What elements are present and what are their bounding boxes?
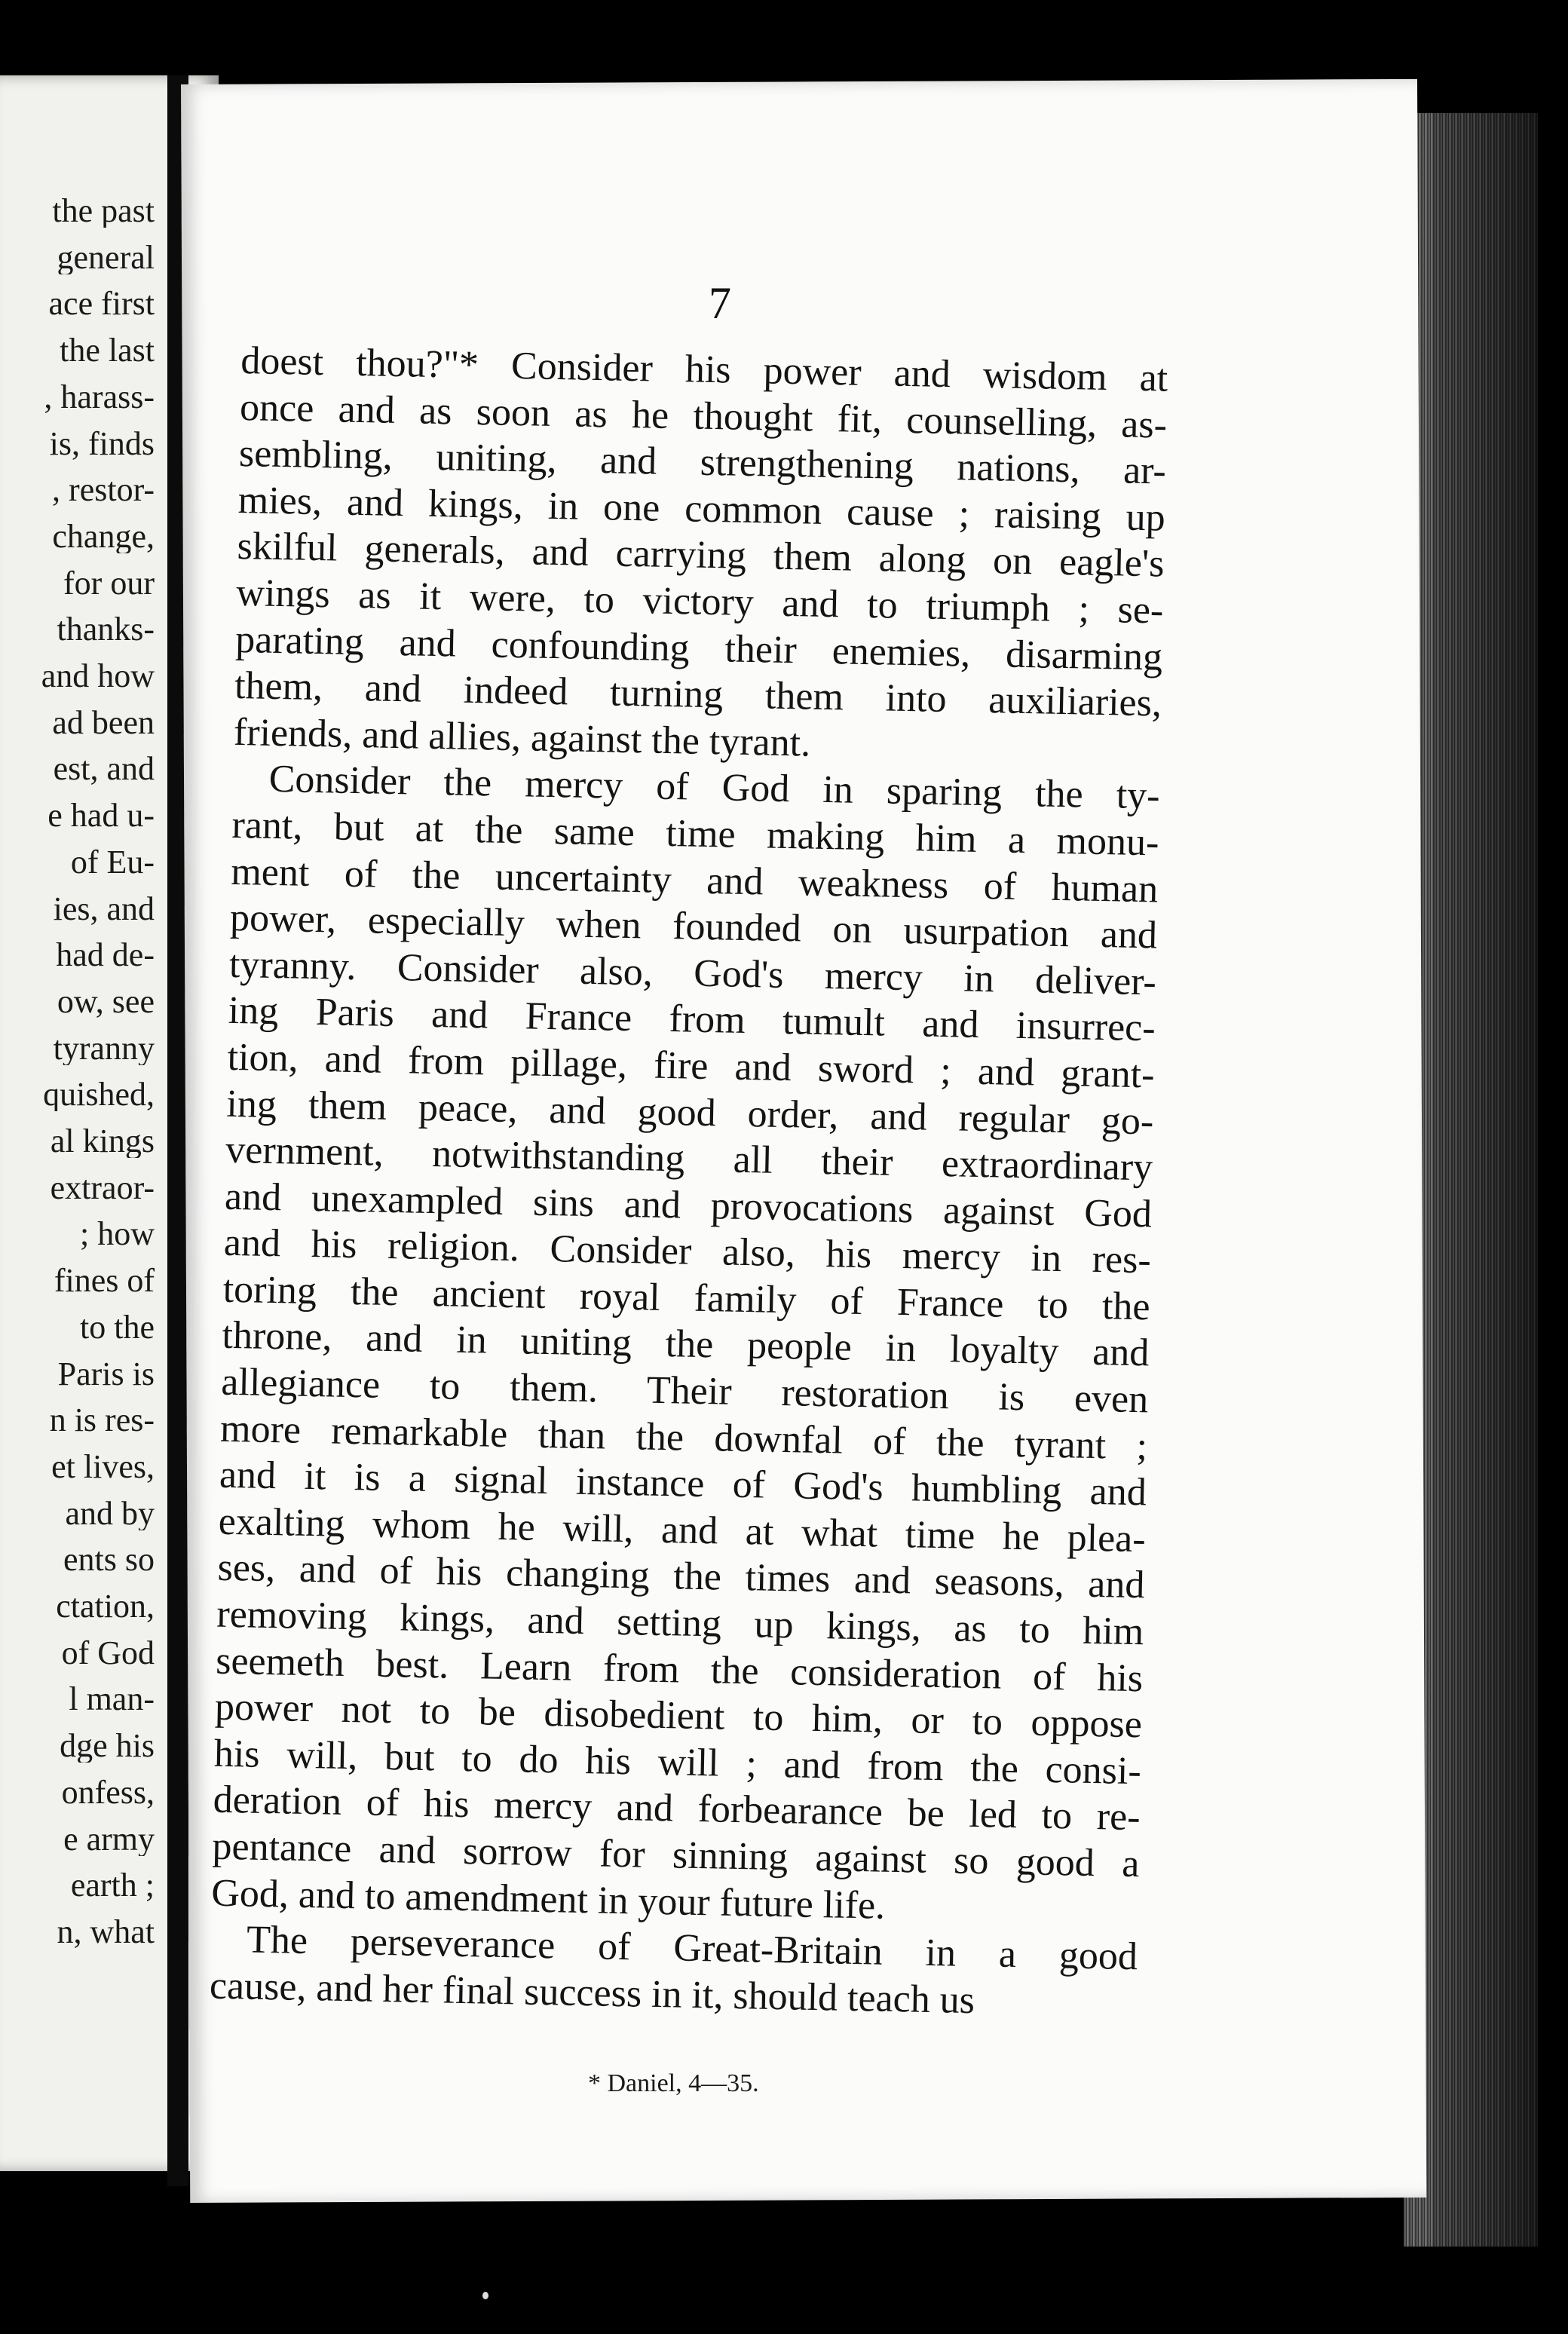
left-page-line: of God: [61, 1636, 155, 1670]
left-page-line: dge his: [60, 1729, 155, 1763]
text-line: tion, and from pillage, fire and sword ; and grant-: [227, 1035, 1155, 1097]
page-number: 7: [709, 278, 731, 328]
text-line: skilful generals, and carrying them along on eagle's: [237, 525, 1165, 586]
left-page-line: had de-: [56, 939, 155, 972]
text-line: ing them peace, and good order, and regular go-: [225, 1082, 1154, 1143]
left-page-line: and by: [65, 1496, 155, 1530]
text-line: cause, and her final success in it, should teach us: [209, 1964, 975, 2022]
left-page-line: n is res-: [49, 1404, 155, 1438]
left-page-line: tyranny: [53, 1031, 155, 1065]
text-line: wings as it were, to victory and to triumph ; se-: [235, 571, 1164, 633]
text-line: tyranny. Consider also, God's mercy in deliver-: [228, 942, 1157, 1004]
text-line: mies, and kings, in one common cause ; raising up: [237, 478, 1166, 540]
left-page-line: ad been: [52, 706, 155, 740]
text-line: seemeth best. Learn from the consideration of his: [215, 1639, 1144, 1700]
left-page-line: ; how: [80, 1218, 155, 1251]
text-line: power not to be disobedient to him, or to oppose: [214, 1685, 1143, 1747]
text-line: doest thou?"* Consider his power and wisdom at: [240, 338, 1168, 400]
text-line: deration of his mercy and forbearance be led to re-: [213, 1778, 1141, 1839]
text-line: sembling, uniting, and strengthening nations, ar-: [238, 432, 1167, 493]
left-page-line: ies, and: [53, 892, 155, 926]
text-line: ing Paris and France from tumult and insurrec-: [228, 989, 1156, 1050]
left-page-line: , restor-: [52, 473, 155, 507]
left-page-line: ace first: [48, 287, 155, 321]
text-line: them, and indeed turning them into auxiliaries,: [234, 664, 1162, 725]
left-page-line: n, what: [57, 1915, 155, 1949]
page-body-text: [209, 338, 1168, 2027]
left-page-line: l man-: [69, 1683, 155, 1717]
text-line: and it is a signal instance of God's humbling and: [219, 1453, 1147, 1515]
text-line: throne, and in uniting the people in loyalty and: [222, 1314, 1150, 1375]
left-page-line: and how: [41, 660, 155, 693]
text-line: his will, but to do his will ; and from the consi-: [213, 1732, 1142, 1793]
left-page-line: general: [57, 240, 155, 274]
left-page-line: of Eu-: [70, 845, 155, 879]
left-page-line: ow, see: [57, 985, 155, 1018]
left-page-line: earth ;: [70, 1869, 155, 1903]
left-page-line: et lives,: [51, 1450, 155, 1484]
text-line: God, and to amendment in your future life.: [210, 1871, 886, 1928]
text-line: pentance and sorrow for sinning against so good a: [212, 1824, 1140, 1886]
footnote: * Daniel, 4—35.: [588, 2069, 759, 2097]
fore-edge-shadow: [1432, 113, 1568, 2247]
left-page-line: e had u-: [47, 799, 155, 833]
text-line: exalting whom he will, and at what time he plea-: [218, 1499, 1147, 1561]
left-page-line: fines of: [54, 1264, 155, 1298]
left-page-line: is, finds: [49, 427, 155, 461]
text-line: once and as soon as he thought fit, counselling, as-: [239, 385, 1168, 447]
text-line: power, especially when founded on usurpation and: [229, 896, 1158, 957]
left-page-line: thanks-: [57, 613, 155, 647]
left-page-line: quished,: [43, 1078, 155, 1112]
text-line: ses, and of his changing the times and seasons, and: [217, 1546, 1145, 1607]
text-line: ment of the uncertainty and weakness of human: [230, 850, 1159, 911]
left-page-line: for our: [63, 566, 155, 600]
left-page-line: , harass-: [44, 380, 155, 414]
left-page-line: ents so: [63, 1543, 155, 1577]
text-line: The perseverance of Great-Britain in a good: [246, 1918, 1138, 1979]
left-page-line: al kings: [50, 1125, 155, 1158]
left-page-line: e army: [63, 1822, 155, 1856]
left-page-line: Paris is: [57, 1357, 155, 1391]
text-line: and unexampled sins and provocations against God: [224, 1175, 1153, 1236]
left-page-line: change,: [52, 519, 155, 553]
left-page-line: the last: [60, 334, 155, 368]
text-line: rant, but at the same time making him a monu-: [231, 803, 1159, 865]
text-line: friends, and allies, against the tyrant.: [233, 710, 811, 765]
text-line: Consider the mercy of God in sparing the ty-: [268, 758, 1161, 818]
text-line: more remarkable than the downfal of the tyrant ;: [219, 1407, 1148, 1468]
text-line: and his religion. Consider also, his mercy in res-: [223, 1221, 1152, 1282]
text-line: parating and confounding their enemies, disarming: [234, 617, 1163, 679]
left-page-line: ctation,: [56, 1590, 155, 1623]
text-line: vernment, notwithstanding all their extraordinary: [225, 1128, 1153, 1190]
dust-speck: [482, 2292, 488, 2299]
text-line: removing kings, and setting up kings, as to him: [216, 1592, 1144, 1654]
left-page-line: est, and: [53, 752, 155, 786]
left-page-line: extraor-: [50, 1171, 155, 1205]
left-page-line: the past: [52, 194, 155, 228]
left-page-line: to the: [80, 1310, 155, 1344]
text-line: allegiance to them. Their restoration is even: [220, 1360, 1149, 1422]
left-page-line: onfess,: [61, 1775, 155, 1809]
text-line: toring the ancient royal family of France to the: [222, 1267, 1151, 1329]
